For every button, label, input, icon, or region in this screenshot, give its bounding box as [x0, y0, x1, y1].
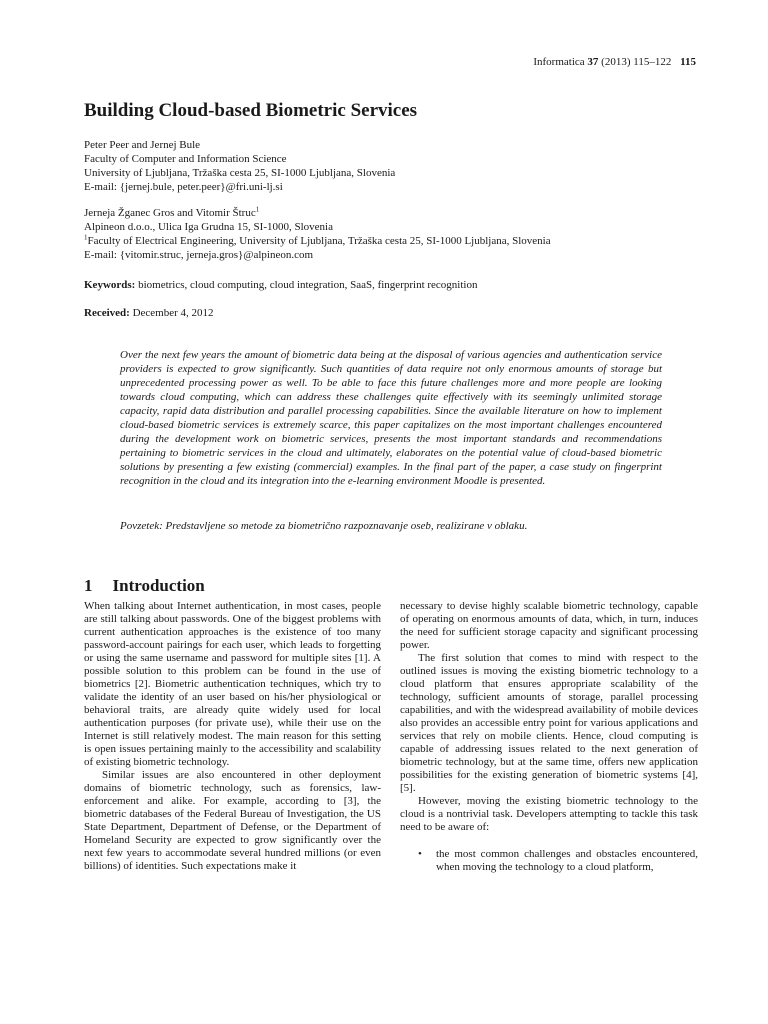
journal-volume: 37	[587, 56, 599, 68]
author-names-2-text: Jerneja Žganec Gros and Vitomir Štruc	[84, 207, 256, 219]
affiliation-address-2-text: Faculty of Electrical Engineering, University of Ljubljana, Tržaška cesta 25, SI-1000 Ljubljana, Slovenia	[87, 235, 551, 247]
keywords	[84, 278, 694, 292]
affiliation-line: Faculty of Computer and Information Science	[84, 153, 287, 165]
page-number: 115	[680, 56, 696, 68]
affiliation-line-2: Alpineon d.o.o., Ulica Iga Grudna 15, SI-1000, Slovenia	[84, 221, 333, 233]
keywords-text: biometrics, cloud computing, cloud integration, SaaS, fingerprint recognition	[138, 279, 478, 291]
section-title: Introduction	[112, 576, 205, 595]
author-block-1	[84, 138, 694, 194]
author-email-2: E-mail: {vitomir.struc, jerneja.gros}@alpineon.com	[84, 249, 314, 261]
affiliation-address: University of Ljubljana, Tržaška cesta 25, SI-1000 Ljubljana, Slovenia	[84, 167, 396, 179]
affiliation-address-2	[84, 234, 694, 248]
author-email-1: E-mail: {jernej.bule, peter.peer}@fri.uni-lj.si	[84, 181, 283, 193]
list-item-text: the most common challenges and obstacles encountered, when moving the technology to a cloud platform,	[436, 848, 698, 873]
paragraph: However, moving the existing biometric technology to the cloud is a nontrivial task. Developers attempting to tackle this task need to be aware of:	[400, 795, 698, 833]
author-footnote-mark: 1	[255, 205, 260, 214]
affiliation-footnote-mark: 1	[84, 233, 88, 242]
paragraph: Similar issues are also encountered in other deployment domains of biometric technology, such as forensics, law-enforcement and alike. For example, according to [3], the biometric databases of the Federal Bureau of Investigation, the US State Department, Department of Defense, or the Department of Homeland Security are expected to grow significantly over the next few years to accommodate several hundred millions (or even billions) of identities. Such expectations make it	[84, 769, 381, 872]
journal-name: Informatica	[533, 56, 585, 68]
left-column	[84, 600, 381, 873]
paper-title: Building Cloud-based Biometric Services	[84, 100, 418, 121]
paragraph: necessary to devise highly scalable biometric technology, capable of operating on enormous amounts of data, which, in turn, induces the need for sufficient storage capacity and significant processing power.	[400, 600, 698, 651]
author-names-2	[84, 206, 694, 220]
paragraph: The first solution that comes to mind with respect to the outlined issues is moving the existing biometric technology to a cloud platform that ensures appropriate scalability of the technology, sufficient amounts of storage, parallel processing capabilities, and with the widespread availability of mobile devices also provides an accessible entry point for various applications and services that rely on mobile clients. Hence, cloud computing is capable of addressing issues related to the next generation of biometric technology, but at the same time, offers new application possibilities for the existing generation of biometric systems [4], [5].	[400, 652, 698, 794]
section-number: 1	[84, 576, 93, 595]
author-block-2	[84, 206, 694, 262]
keywords-label: Keywords:	[84, 279, 136, 291]
abstract: Over the next few years the amount of biometric data being at the disposal of various agencies and authentication service providers is expected to grow significantly. Such quantities of data require not only enormous amounts of storage but unprecedented processing power as well. To be able to face this future challenges more and more people are looking towards cloud computing, which can address these challenges quite effectively with its seemingly unlimited storage capacity, rapid data distribution and parallel processing capabilities. Since the available literature on how to implement cloud-based biometric services is extremely scarce, this paper capitalizes on the most important challenges encountered during the development work on biometric services, presents the most important standards and recommendations pertaining to biometric services in the cloud and ultimately, elaborates on the potential value of cloud-based biometric solutions by presenting a few existing (commercial) examples. In the final part of the paper, a case study on fingerprint recognition in the cloud and its integration into the e-learning environment Moodle is presented.	[120, 349, 662, 487]
running-header	[533, 56, 696, 68]
received-date	[84, 306, 694, 320]
bullet-icon: •	[418, 848, 422, 860]
right-column	[400, 600, 698, 874]
list-item	[400, 848, 698, 874]
povzetek: Povzetek: Predstavljene so metode za biometrično razpoznavanje oseb, realizirane v oblaku.	[120, 520, 528, 532]
bullet-list	[400, 848, 698, 874]
paragraph: When talking about Internet authentication, in most cases, people are still talking about passwords. One of the biggest problems with current authentication approaches is the existence of too many password-account pairings for each user, which leads to forgetting or using the same username and password for multiple sites [1]. A possible solution to this problem can be found in the use of biometrics [2]. Biometric authentication techniques, which try to validate the identity of an user based on his/her physiological or behavioral traits, are already quite widely used for local authentication purposes (for private use), while their use on the Internet is still relatively modest. The main reason for this setting is open issues pertaining mainly to the accessibility and scalability of existing biometric technology.	[84, 600, 381, 768]
received-text: December 4, 2012	[132, 307, 214, 319]
section-heading	[84, 576, 205, 596]
received-label: Received:	[84, 307, 130, 319]
author-names-1: Peter Peer and Jernej Bule	[84, 139, 201, 151]
journal-year-pages: (2013) 115–122	[601, 56, 672, 68]
